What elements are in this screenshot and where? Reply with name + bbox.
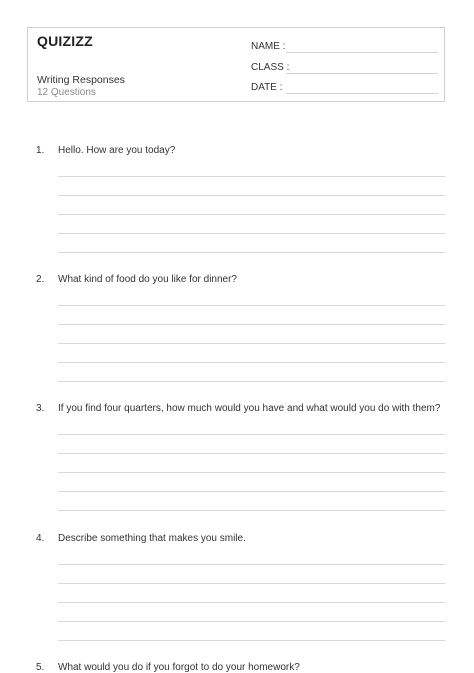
answer-line[interactable]: [58, 233, 445, 234]
question-text: Hello. How are you today?: [58, 145, 176, 156]
question-number: 4.: [36, 533, 45, 544]
answer-line[interactable]: [58, 324, 445, 325]
date-field-line[interactable]: [286, 93, 438, 94]
answer-line[interactable]: [58, 252, 445, 253]
question-number: 3.: [36, 403, 45, 414]
question-number: 2.: [36, 274, 45, 285]
worksheet-header: [27, 27, 445, 102]
quizizz-logo: QUIZIZZ: [37, 33, 93, 49]
question-text: What would you do if you forgot to do your homework?: [58, 662, 300, 673]
answer-line[interactable]: [58, 564, 445, 565]
answer-line[interactable]: [58, 195, 445, 196]
answer-line[interactable]: [58, 621, 445, 622]
answer-line[interactable]: [58, 583, 445, 584]
answer-line[interactable]: [58, 510, 445, 511]
answer-line[interactable]: [58, 381, 445, 382]
name-label: NAME :: [251, 41, 286, 52]
question-number: 5.: [36, 662, 45, 673]
worksheet-title: Writing Responses: [37, 74, 125, 86]
class-label: CLASS :: [251, 62, 290, 73]
answer-line[interactable]: [58, 602, 445, 603]
answer-line[interactable]: [58, 434, 445, 435]
answer-line[interactable]: [58, 343, 445, 344]
question-text: Describe something that makes you smile.: [58, 533, 246, 544]
answer-line[interactable]: [58, 305, 445, 306]
answer-line[interactable]: [58, 214, 445, 215]
answer-line[interactable]: [58, 491, 445, 492]
answer-line[interactable]: [58, 472, 445, 473]
answer-line[interactable]: [58, 640, 445, 641]
class-field-line[interactable]: [286, 73, 438, 74]
question-text: What kind of food do you like for dinner?: [58, 274, 237, 285]
answer-line[interactable]: [58, 362, 445, 363]
answer-line[interactable]: [58, 453, 445, 454]
question-number: 1.: [36, 145, 45, 156]
answer-line[interactable]: [58, 176, 445, 177]
date-label: DATE :: [251, 82, 283, 93]
name-field-line[interactable]: [286, 52, 438, 53]
question-text: If you find four quarters, how much would you have and what would you do with them?: [58, 403, 441, 414]
question-count: 12 Questions: [37, 87, 96, 98]
